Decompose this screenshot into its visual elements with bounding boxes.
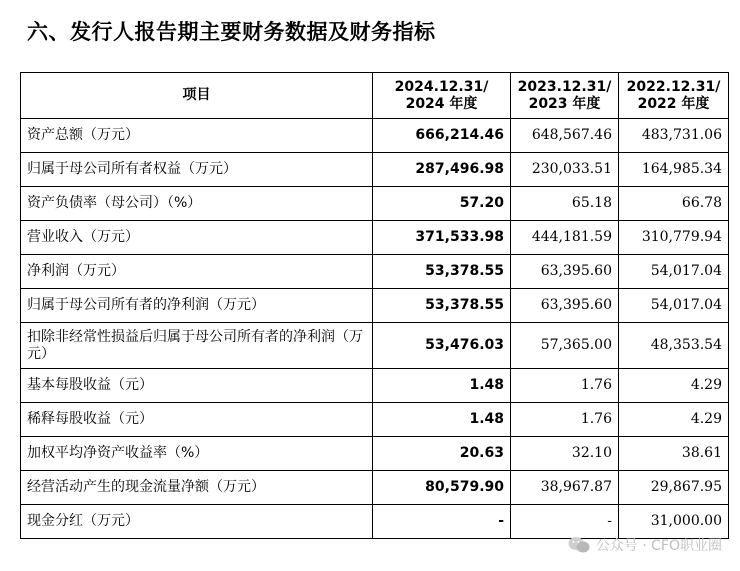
row-label: 稀释每股收益（元） <box>21 403 373 437</box>
value-2023: 38,967.87 <box>511 471 619 505</box>
table-row <box>21 369 729 403</box>
value-2022: 38.61 <box>619 437 729 471</box>
row-label: 加权平均净资产收益率（%） <box>21 437 373 471</box>
header-2022: 2022.12.31/ 2022 年度 <box>619 73 729 119</box>
row-label: 经营活动产生的现金流量净额（万元） <box>21 471 373 505</box>
header-2024: 2024.12.31/ 2024 年度 <box>373 73 511 119</box>
value-2024: 20.63 <box>373 437 511 471</box>
value-2024: - <box>373 505 511 539</box>
table-row <box>21 221 729 255</box>
value-2022: 4.29 <box>619 369 729 403</box>
row-label: 基本每股收益（元） <box>21 369 373 403</box>
table-header-row <box>21 73 729 119</box>
watermark <box>568 535 722 555</box>
value-2022: 164,985.34 <box>619 153 729 187</box>
value-2024: 287,496.98 <box>373 153 511 187</box>
table-row <box>21 505 729 539</box>
table-row <box>21 187 729 221</box>
table-row <box>21 289 729 323</box>
value-2024: 371,533.98 <box>373 221 511 255</box>
value-2024: 1.48 <box>373 369 511 403</box>
value-2022: 4.29 <box>619 403 729 437</box>
value-2022: 483,731.06 <box>619 119 729 153</box>
value-2022: 66.78 <box>619 187 729 221</box>
row-label: 资产总额（万元） <box>21 119 373 153</box>
value-2022: 31,000.00 <box>619 505 729 539</box>
value-2023: 57,365.00 <box>511 323 619 369</box>
value-2024: 666,214.46 <box>373 119 511 153</box>
value-2024: 53,476.03 <box>373 323 511 369</box>
value-2024: 53,378.55 <box>373 289 511 323</box>
watermark-text: 公众号 · CFO职业圈 <box>595 538 722 554</box>
row-label: 扣除非经常性损益后归属于母公司所有者的净利润（万元） <box>21 323 373 369</box>
row-label: 归属于母公司所有者的净利润（万元） <box>21 289 373 323</box>
value-2024: 80,579.90 <box>373 471 511 505</box>
page-title: 六、发行人报告期主要财务数据及财务指标 <box>27 20 436 44</box>
value-2022: 48,353.54 <box>619 323 729 369</box>
wechat-icon <box>568 536 590 554</box>
value-2023: 230,033.51 <box>511 153 619 187</box>
value-2023: 1.76 <box>511 403 619 437</box>
row-label: 归属于母公司所有者权益（万元） <box>21 153 373 187</box>
value-2024: 57.20 <box>373 187 511 221</box>
value-2022: 29,867.95 <box>619 471 729 505</box>
value-2023: 648,567.46 <box>511 119 619 153</box>
row-label: 资产负债率（母公司）（%） <box>21 187 373 221</box>
value-2023: 32.10 <box>511 437 619 471</box>
value-2022: 54,017.04 <box>619 289 729 323</box>
value-2022: 54,017.04 <box>619 255 729 289</box>
table-row <box>21 471 729 505</box>
value-2024: 1.48 <box>373 403 511 437</box>
value-2023: 1.76 <box>511 369 619 403</box>
value-2023: - <box>511 505 619 539</box>
value-2023: 63,395.60 <box>511 289 619 323</box>
row-label: 净利润（万元） <box>21 255 373 289</box>
value-2023: 63,395.60 <box>511 255 619 289</box>
financial-data-table <box>20 72 729 539</box>
row-label: 营业收入（万元） <box>21 221 373 255</box>
table-row <box>21 153 729 187</box>
header-2023: 2023.12.31/ 2023 年度 <box>511 73 619 119</box>
row-label: 现金分红（万元） <box>21 505 373 539</box>
header-item: 项目 <box>21 73 373 119</box>
value-2024: 53,378.55 <box>373 255 511 289</box>
table-row <box>21 437 729 471</box>
table-row <box>21 119 729 153</box>
value-2023: 444,181.59 <box>511 221 619 255</box>
table-row <box>21 255 729 289</box>
value-2023: 65.18 <box>511 187 619 221</box>
table-row <box>21 403 729 437</box>
value-2022: 310,779.94 <box>619 221 729 255</box>
table-row <box>21 323 729 369</box>
